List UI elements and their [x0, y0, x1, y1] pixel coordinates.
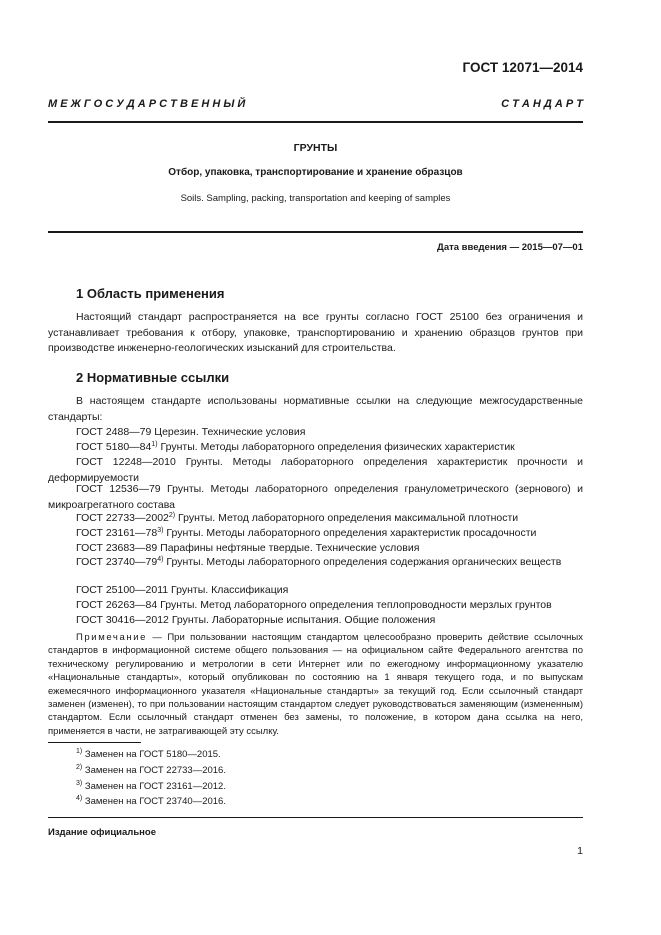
- footnote-item: $^{2)}$ Заменен на ГОСТ 22733—2016.: [76, 764, 226, 776]
- section-1-text: Настоящий стандарт распространяется на все грунты согласно ГОСТ 25100 без ограничения и устанавливает требования к отбору, упаковке, транспортированию и хранению образцов грунтов при производстве инженерно-геологических изысканий для строительства.: [48, 311, 583, 354]
- reference-item: ГОСТ 12248—2010 Грунты. Методы лабораторного определения характеристик прочности и деформируемости: [48, 456, 584, 484]
- banner-word-interstate: М Е Ж Г О С У Д А Р С Т В Е Н Н Ы Й: [48, 98, 246, 110]
- footer-rule: [48, 817, 583, 818]
- banner-word-standard: С Т А Н Д А Р Т: [501, 98, 583, 110]
- reference-item: ГОСТ 12536—79 Грунты. Методы лабораторного определения гранулометрического (зернового) и микроагрегатного состава: [48, 483, 583, 511]
- section-2-heading: 2 Нормативные ссылки: [76, 370, 230, 385]
- section-1-heading: 1 Область применения: [76, 286, 225, 301]
- reference-item: ГОСТ 26263—84 Грунты. Метод лабораторного определения теплопроводности мерзлых грунтов: [76, 599, 552, 611]
- document-english-title: Soils. Sampling, packing, transportation and keeping of samples: [180, 193, 451, 204]
- reference-item: ГОСТ 30416—2012 Грунты. Лабораторные испытания. Общие положения: [76, 614, 436, 626]
- reference-item: ГОСТ 23161—78$^{3)}$ Грунты. Методы лабораторного определения характеристик просадочности: [76, 527, 537, 539]
- section-2-intro: В настоящем стандарте использованы нормативные ссылки на следующие межгосударственные стандарты:: [48, 395, 583, 423]
- reference-item: ГОСТ 5180—84$^{1)}$ Грунты. Методы лабораторного определения физических характеристик: [76, 441, 515, 453]
- reference-item: ГОСТ 23683—89 Парафины нефтяные твердые. Технические условия: [76, 542, 420, 554]
- effective-date: Дата введения — 2015—07—01: [437, 242, 583, 253]
- note-label: Примечание: [76, 632, 147, 643]
- interstate-standard-banner: [48, 98, 583, 110]
- reference-item: ГОСТ 2488—79 Церезин. Технические условия: [76, 426, 306, 438]
- reference-item: ГОСТ 25100—2011 Грунты. Классификация: [76, 584, 289, 596]
- footnote-item: $^{1)}$ Заменен на ГОСТ 5180—2015.: [76, 748, 221, 760]
- edition-label: Издание официальное: [48, 827, 156, 838]
- document-title: ГРУНТЫ: [293, 142, 338, 154]
- footnote-separator: [48, 742, 141, 743]
- title-rule: [48, 231, 583, 233]
- document-number: ГОСТ 12071—2014: [462, 60, 583, 75]
- reference-item: ГОСТ 23740—79$^{4)}$ Грунты. Методы лабораторного определения содержания органических веществ: [76, 556, 562, 568]
- header-rule: [48, 121, 583, 123]
- footnote-item: $^{4)}$ Заменен на ГОСТ 23740—2016.: [76, 795, 226, 807]
- reference-note: [48, 631, 583, 738]
- footnote-item: $^{3)}$ Заменен на ГОСТ 23161—2012.: [76, 780, 226, 792]
- reference-item: ГОСТ 22733—2002$^{2)}$ Грунты. Метод лабораторного определения максимальной плотности: [76, 512, 519, 524]
- document-subtitle: Отбор, упаковка, транспортирование и хранение образцов: [168, 167, 463, 178]
- page-number: 1: [577, 845, 583, 857]
- note-text: — При пользовании настоящим стандартом целесообразно проверить действие ссылочных стандартов в информационной системе общего пользования — на официальном сайте Федерального агентства по техническому регулированию и метрологии в сети Интернет или по ежегодному информационному указателю «Национальные стандарты», который опубликован по состоянию на 1 января текущего года, и по выпускам ежемесячного информационного указателя «Национальные стандарты» за текущий год. Если ссылочный стандарт заменен (изменен), то при пользовании настоящим стандартом следует руководствоваться заменяющим (измененным) стандартом. Если ссылочный стандарт отменен без замены, то положение, в котором дана ссылка на него, применяется в части, не затрагивающей эту ссылку.: [48, 632, 583, 737]
